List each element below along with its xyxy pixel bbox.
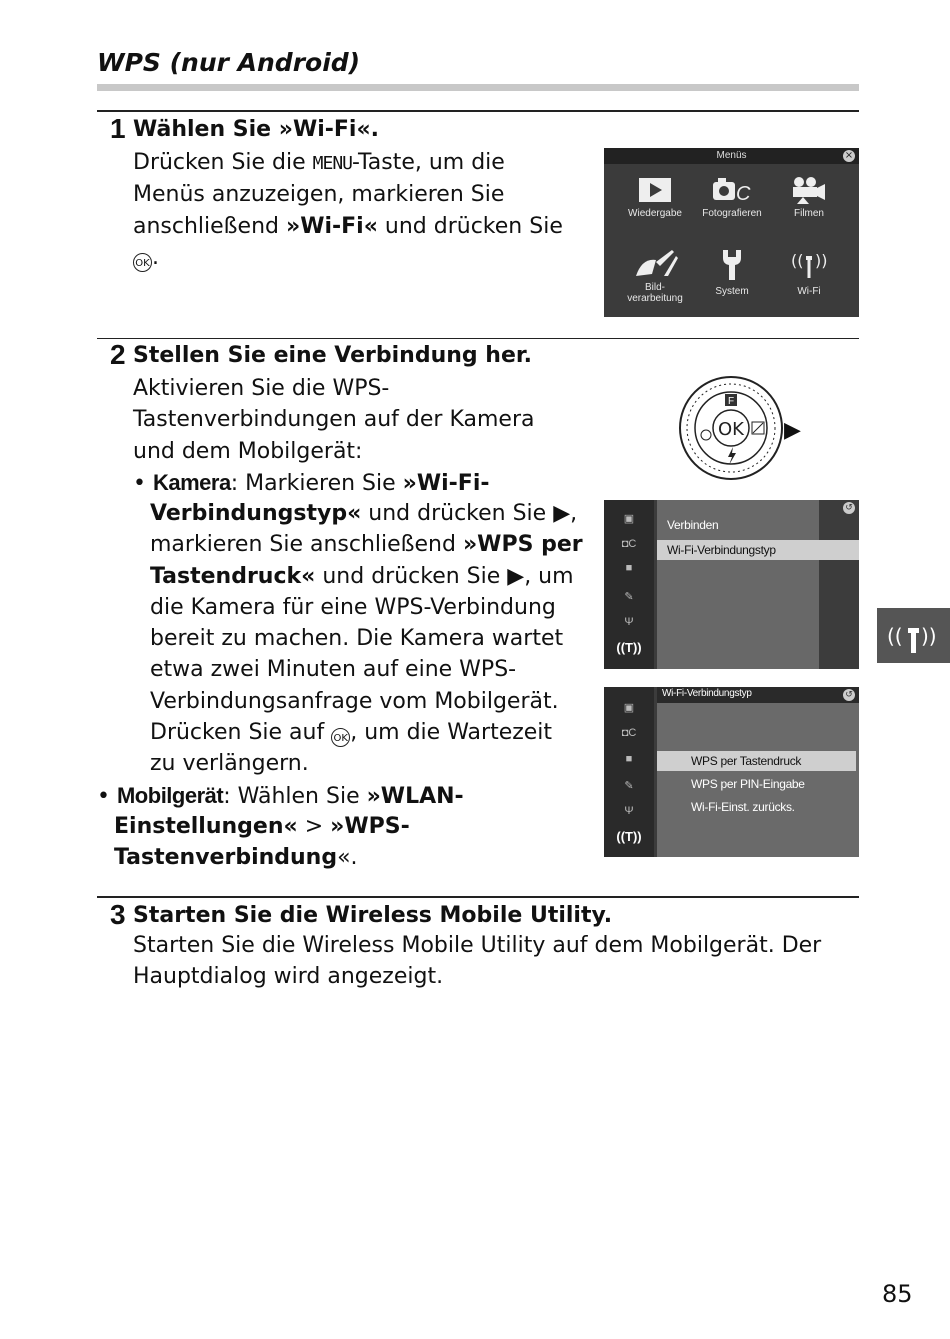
playback-icon [637, 176, 673, 204]
menu-item-wifi: (( )) Wi-Fi [769, 248, 849, 297]
back-icon: ↺ [843, 689, 855, 701]
menu-item-playback: Wiedergabe [615, 176, 695, 219]
menu-item-system: System [692, 248, 772, 297]
camera-icon: ◘C [621, 538, 637, 550]
step2-rule [97, 338, 859, 339]
menu-item-photo: C Fotografieren [692, 176, 772, 219]
step3-number: 3 [110, 899, 126, 930]
wrench-icon: Ψ [624, 616, 634, 628]
option-wps-push-button: WPS per Tastendruck [657, 751, 856, 771]
ok-button-icon: OK [133, 253, 152, 272]
movie-camera-icon [789, 176, 829, 204]
step3-rule [97, 896, 859, 898]
step2-camera-text: Verbindungstyp« und drücken Sie ▶, markieren Sie anschließend »WPS per Tastendruck« und drücken Sie ▶, um die Kamera für eine WPS-Verbindung bereit zu machen. Die Kamera wartet etwa zwei Minuten auf eine WPS- Verbindungsanfrage vom Mobilgerät. Drücken Sie auf OK , um die Wartezeit zu verlängern. [150, 501, 583, 777]
playback-icon: ▣ [623, 513, 635, 525]
menu-item-retouch: Bild- verarbeitung [615, 248, 695, 304]
svg-text:((: (( [887, 624, 903, 648]
wifi-connection-type-screen [604, 687, 859, 857]
menu-screen-title: Menüs [604, 148, 859, 164]
step2-number: 2 [110, 339, 126, 370]
wifi-icon [789, 248, 829, 282]
wifi-chapter-tab [877, 608, 950, 663]
wifi-icon [877, 608, 950, 663]
step3-heading: Starten Sie die Wireless Mobile Utility. [133, 903, 613, 928]
step1-number: 1 [110, 113, 126, 144]
retouch-brush-icon [632, 248, 678, 278]
step3-text: Starten Sie die Wireless Mobile Utility auf dem Mobilgerät. Der Hauptdialog wird angezeigt. [133, 933, 822, 990]
menu-sidebar [604, 500, 654, 669]
step2-camera-bullet: • Kamera: Markieren Sie »Wi-Fi- [133, 470, 490, 496]
step1-rule [97, 110, 859, 112]
step2-mobile-bullet: • Mobilgerät: Wählen Sie »WLAN- [97, 783, 464, 809]
back-icon: ↺ [843, 502, 855, 514]
wifi-menu-screen [604, 500, 859, 669]
menu-key-label: MENU [312, 153, 353, 174]
dial-ok-label: OK [718, 419, 744, 440]
svg-text:)): )) [815, 251, 828, 270]
wifi-icon: ((T)) [616, 829, 642, 844]
menu-item-movie: Filmen [769, 176, 849, 219]
wifi-icon: ((T)) [616, 640, 642, 655]
option-wps-pin: WPS per PIN-Eingabe [691, 777, 805, 791]
wrench-icon: Ψ [624, 805, 634, 817]
movie-icon: ■ [625, 753, 633, 765]
wrench-icon [717, 248, 747, 282]
retouch-icon: ✎ [624, 591, 634, 603]
step1-heading: Wählen Sie »Wi-Fi«. [133, 117, 380, 142]
playback-icon: ▣ [623, 702, 635, 714]
option-connect: Verbinden [667, 518, 719, 532]
option-wifi-reset: Wi-Fi-Einst. zurücks. [691, 800, 795, 814]
svg-text:((: (( [791, 251, 804, 270]
step2-heading: Stellen Sie eine Verbindung her. [133, 343, 532, 368]
page-number: 85 [882, 1280, 913, 1308]
multi-selector-dial [676, 375, 808, 481]
menu-sidebar [604, 687, 654, 857]
camera-icon [709, 176, 755, 204]
step1-text: Drücken Sie die MENU-Taste, um die Menüs anzuzeigen, markieren Sie anschließend »Wi-Fi« und drücken Sie OK . [133, 150, 563, 270]
camera-icon: ◘C [621, 727, 637, 739]
close-icon: × [844, 150, 854, 161]
step2-mobile-text: Einstellungen« > »WPS- Tastenverbindung«. [114, 814, 410, 871]
svg-text:)): )) [921, 624, 937, 648]
title-underline [97, 84, 859, 91]
step2-intro: Aktivieren Sie die WPS- Tastenverbindungen auf der Kamera und dem Mobilgerät: [133, 376, 535, 464]
ok-button-icon: OK [331, 728, 350, 747]
menu-screen [604, 148, 859, 317]
option-wifi-connection-type: Wi-Fi-Verbindungstyp [657, 540, 859, 560]
screen-title: Wi-Fi-Verbindungstyp [662, 688, 752, 699]
page-title: WPS (nur Android) [97, 48, 361, 77]
right-arrow-icon: ▶ [784, 418, 801, 443]
movie-icon: ■ [625, 562, 633, 574]
svg-text:C: C [736, 183, 751, 204]
dial-top-label: F [727, 396, 735, 407]
retouch-icon: ✎ [624, 780, 634, 792]
